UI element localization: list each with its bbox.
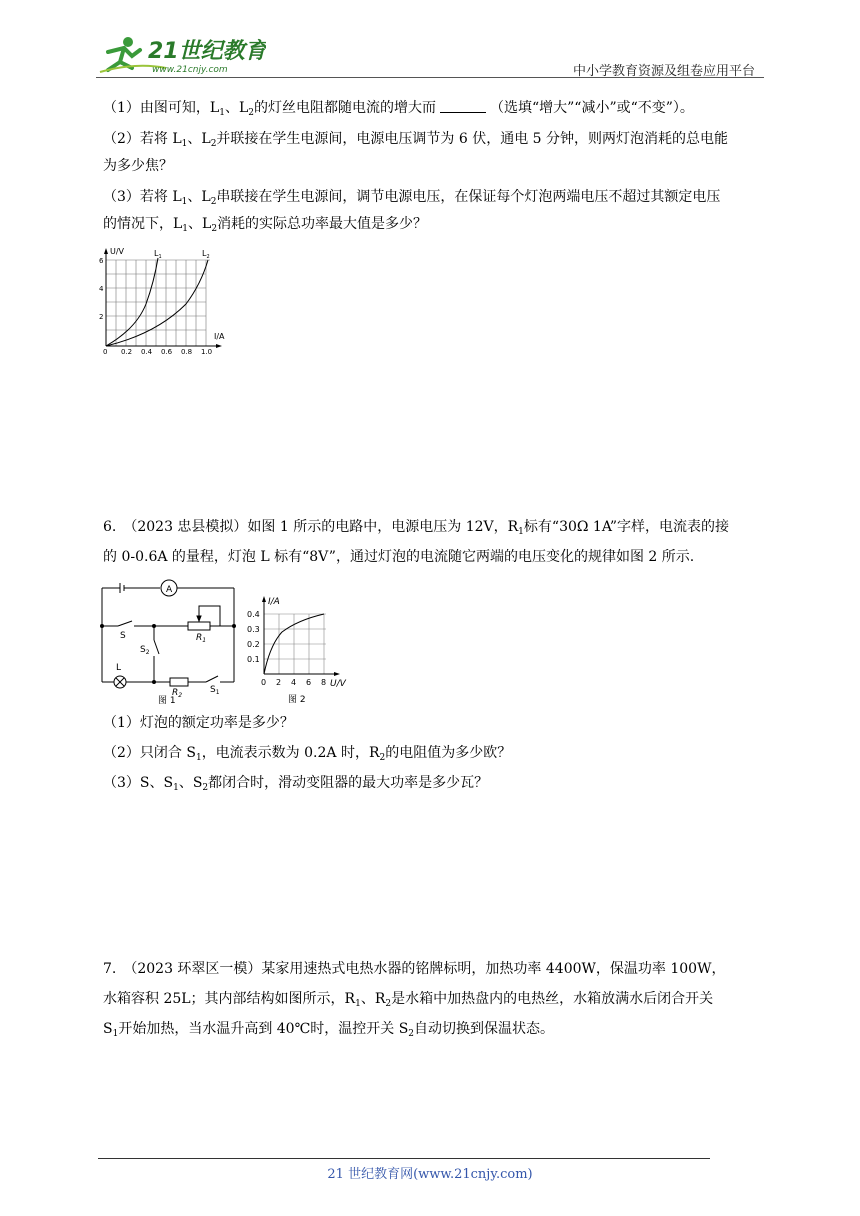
header-divider: [96, 77, 764, 78]
x-tick: 0: [103, 348, 108, 356]
x-tick: 4: [291, 678, 297, 687]
q7-stem-line2: 水箱容积 25L；其内部结构如图所示，$R_1$、$R_2$是水箱中加热盘内的电热丝，水箱放满水后闭合开关: [103, 991, 714, 1009]
x-axis-label: I/A: [214, 332, 225, 341]
q7-stem-line3: $S_1$开始加热，当水温升高到 40℃时，温控开关 $S_2$自动切换到保温状态。: [103, 1021, 555, 1039]
y-tick: 0.2: [247, 640, 260, 649]
switch-s2-label: $S_2$: [140, 645, 150, 656]
figure2-caption: 图 2: [288, 695, 306, 705]
curve-l1-label: $L_1$: [154, 249, 162, 260]
platform-name: 中小学教育资源及组卷应用平台: [572, 64, 755, 79]
x-tick: 8: [321, 678, 327, 687]
x-tick: 0.4: [141, 348, 153, 356]
y-tick: 4: [99, 285, 104, 293]
footer-divider: [98, 1158, 710, 1159]
q6-part3: （3）S、$S_1$、$S_2$都闭合时，滑动变阻器的最大功率是多少瓦？: [103, 775, 489, 793]
x-tick: 1.0: [201, 348, 213, 356]
x-tick: 0: [261, 678, 267, 687]
curve-l2: [106, 260, 208, 346]
q6-stem-line1: 6. （2023 忠县模拟）如图 1 所示的电路中，电源电压为 12V，$R_1$标有“30Ω 1A”字样，电流表的接: [103, 519, 730, 537]
q7-stem-line1: 7. （2023 环翠区一模）某家用速热式电热水器的铭牌标明，加热功率 4400W，保温功率 100W，: [103, 961, 726, 977]
logo-url: www.21cnjy.com: [152, 65, 228, 75]
graph-u-i-l1-l2: [96, 244, 236, 356]
answer-blank[interactable]: [440, 99, 486, 113]
y-tick: 0.4: [247, 610, 260, 619]
logo-text: 21世纪教育: [148, 39, 266, 64]
footer-text: 21 世纪教育网(www.21cnjy.com): [327, 1167, 533, 1182]
switch-s-label: S: [120, 631, 126, 641]
x-tick: 0.2: [121, 348, 133, 356]
q5-part2-line1: （2）若将 $L_1$、$L_2$并联接在学生电源间，电源电压调节为 6 伏，通电 5 分钟，则两灯泡消耗的总电能: [103, 131, 729, 149]
x-tick: 2: [276, 678, 282, 687]
x-tick: 6: [306, 678, 312, 687]
site-logo: [96, 32, 266, 78]
figure1-caption: 图 1: [158, 696, 176, 706]
q6-stem-line2: 的 0-0.6A 的量程，灯泡 L 标有“8V”，通过灯泡的电流随它两端的电压变化的规律如图 2 所示.: [103, 549, 695, 565]
y-axis-label: U/V: [110, 247, 125, 256]
x-tick: 0.8: [181, 348, 193, 356]
switch-s1-icon: [206, 676, 218, 682]
r2-label: $R_2$: [172, 688, 183, 699]
q5-part3-line1: （3）若将 $L_1$、$L_2$串联接在学生电源间，调节电源电压，在保证每个灯泡两端电压不超过其额定电压: [103, 189, 721, 207]
switch-s-icon: [118, 621, 132, 626]
switch-s2-icon: [154, 640, 159, 654]
lamp-label: L: [116, 663, 122, 673]
q6-part2: （2）只闭合 $S_1$，电流表示数为 0.2A 时，$R_2$的电阻值为多少欧？: [103, 745, 512, 763]
y-axis-label: I/A: [268, 597, 280, 607]
x-axis-label: U/V: [330, 679, 346, 689]
q6-part1: （1）灯泡的额定功率是多少？: [103, 715, 294, 731]
graph-i-u-lamp: [246, 590, 356, 706]
q5-part2-line2: 为多少焦？: [103, 158, 173, 174]
r1-label: $R_1$: [196, 633, 207, 644]
x-tick: 0.6: [161, 348, 173, 356]
y-tick: 0.1: [247, 655, 260, 664]
circuit-diagram: [96, 574, 246, 710]
q5-part3-line2: 的情况下，$L_1$、$L_2$消耗的实际总功率最大值是多少？: [103, 216, 428, 234]
switch-s1-label: $S_1$: [210, 685, 220, 696]
y-tick: 0.3: [247, 625, 260, 634]
y-tick: 6: [99, 257, 104, 265]
curve-l2-label: $L_2$: [202, 249, 210, 260]
q5-part1: （1）由图可知，$L_1$、$L_2$的灯丝电阻都随电流的增大而 （选填“增大”“减小”或“不变”）。: [103, 100, 694, 118]
ammeter-label: A: [166, 585, 173, 595]
y-tick: 2: [99, 313, 104, 321]
